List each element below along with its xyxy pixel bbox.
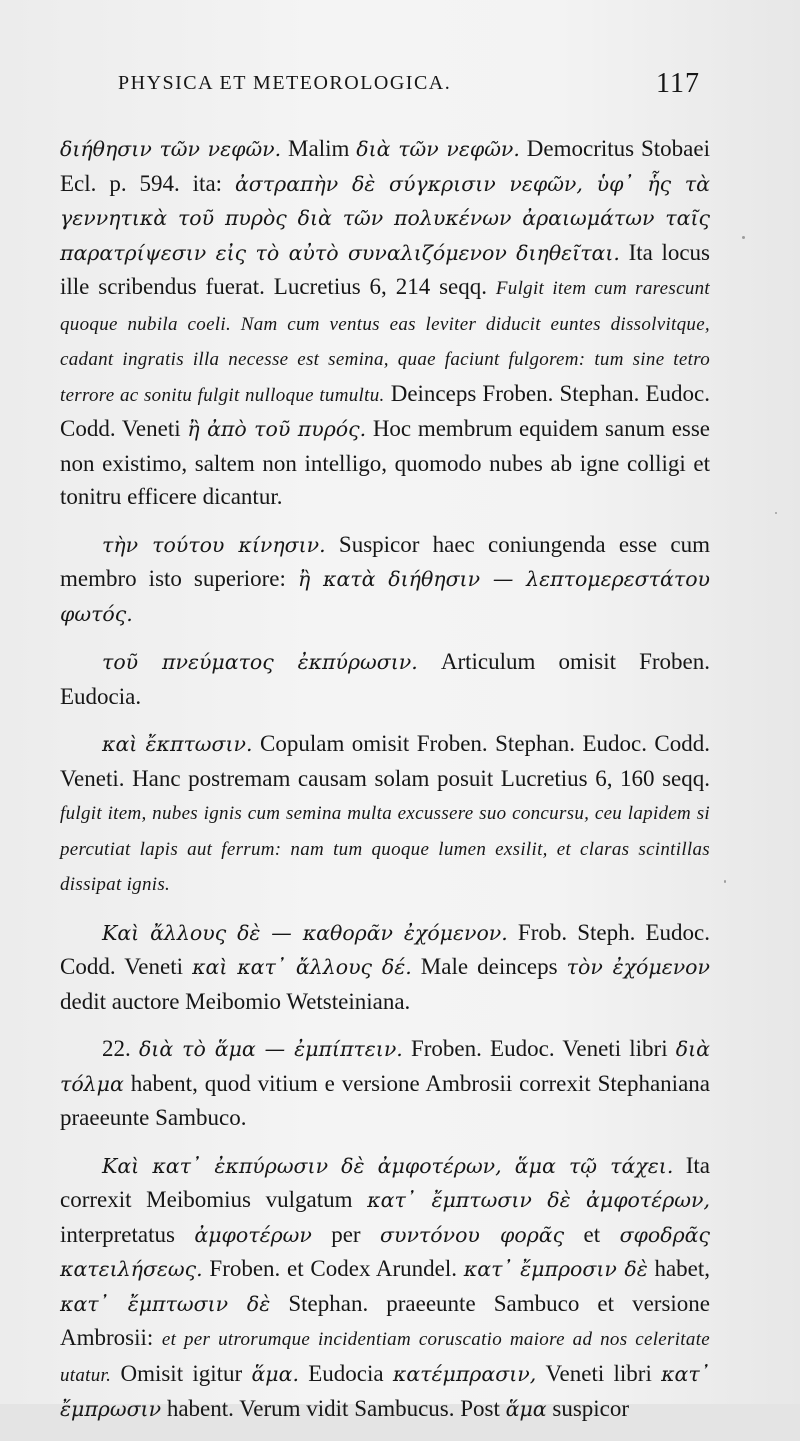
greek-text: κατέμπρασιν, [392, 1361, 537, 1386]
commentary-text: Copulam omisit Froben. Stephan. Eudoc. Codd. Veneti. Hanc postremam causam solam posuit Lucretius 6, 160 seqq. [60, 731, 711, 791]
commentary-text: habent, quod vitium e versione Ambrosii correxit Stephaniana praeeunte Sambuco. [60, 1070, 710, 1130]
greek-text: διὰ τῶν νεφῶν. [356, 137, 520, 161]
latin-quotation: Fulgit item cum rarescunt quoque nubila coeli. Nam cum ventus eas leviter diducit euntes dissolvitque, cadant ingratis illa necesse est semina, quae faciunt fulgorem: tum sine tetro terrore ac sonitu fulgit nulloque tumultu. [60, 278, 710, 406]
commentary-text: 22. [102, 1036, 139, 1061]
commentary-text: Malim [281, 136, 357, 161]
commentary-text: habet, [647, 1256, 711, 1281]
commentary-text: Democritus Stobaei Ecl. p. 594. ita: [60, 136, 710, 196]
greek-text: Καὶ ἄλλους δὲ — καθορᾶν ἐχόμενον. [102, 920, 508, 945]
paragraph [60, 916, 710, 1019]
commentary-text: per [311, 1221, 381, 1247]
greek-text: ἅμα. [251, 1361, 299, 1386]
greek-text: κατ᾿ ἔμπτωσιν δὲ ἀμφοτέρων, [367, 1188, 710, 1212]
paragraph [60, 528, 710, 632]
commentary-text: interpretatus [60, 1221, 195, 1247]
greek-text: Καὶ κατ᾿ ἐκπύρωσιν δὲ ἀμφοτέρων, ἅμα τῷ τάχει. [102, 1153, 674, 1178]
greek-text: ἢ ἀπὸ τοῦ πυρός. [187, 417, 367, 441]
greek-text: ἢ κατὰ διήθησιν — λεπτομερεστάτου φωτός. [60, 567, 710, 626]
paragraph [60, 1032, 710, 1135]
paragraph [60, 1149, 710, 1427]
commentary-text: Froben. Eudoc. Veneti libri [402, 1036, 676, 1061]
greek-text: διὰ τὸ ἅμα — ἐμπίπτειν. [138, 1037, 403, 1061]
commentary-text: Male deinceps [411, 954, 567, 979]
paragraph [60, 645, 710, 713]
greek-text: ἅμα [505, 1397, 547, 1421]
paragraph [60, 727, 710, 902]
commentary-text: dedit auctore Meibomio Wetsteiniana. [60, 988, 411, 1014]
greek-text: ἀμφοτέρων [194, 1222, 312, 1247]
commentary-text: Froben. et Codex Arundel. [202, 1256, 464, 1281]
greek-text: καὶ ἔκπτωσιν. [102, 732, 253, 756]
commentary-text: Omisit igitur [111, 1360, 252, 1386]
print-speck [775, 512, 777, 514]
commentary-text: Deinceps Froben. Stephan. Eudoc. Codd. Veneti [60, 380, 710, 441]
commentary-text: Hoc membrum equidem sanum esse non existimo, saltem non intelligo, quomodo nubes ab igne colligi et tonitru efficere dicantur. [60, 416, 711, 509]
commentary-text: Frob. Steph. Eudoc. Codd. Veneti [60, 919, 710, 979]
greek-text: τὸν ἐχόμενον [566, 955, 710, 979]
greek-text: κατ᾿ ἔμπρωσιν [60, 1361, 710, 1421]
commentary-text: et [564, 1221, 620, 1247]
greek-text: κατ᾿ ἔμπτωσιν δὲ [60, 1291, 271, 1316]
body-text [60, 132, 710, 1441]
latin-quotation: fulgit item, nubes ignis cum semina multa excussere suo concursu, ceu lapidem si percutiat lapis aut ferrum: nam tum quoque lumen exsilit, et claras scintillas dissipat ignis. [60, 803, 710, 895]
greek-text: διὰ τόλμα [60, 1037, 711, 1096]
page-number: 117 [656, 68, 700, 99]
greek-text: κατ᾿ ἔμπροσιν δὲ [463, 1257, 648, 1281]
commentary-text: Suspicor haec coniungenda esse cum membro isto superiore: [60, 531, 710, 591]
commentary-text: suspicor [546, 1396, 630, 1421]
commentary-text: habent. Verum vidit Sambucus. Post [161, 1396, 506, 1421]
paragraph [60, 132, 710, 514]
running-title: PHYSICA ET METEOROLOGICA. [118, 72, 452, 94]
greek-text: σφοδρᾶς κατειλήσεως. [60, 1222, 710, 1281]
commentary-text: Ita locus ille scribendus fuerat. Lucretius 6, 214 seqq. [60, 239, 710, 299]
commentary-text: Eudocia [298, 1360, 393, 1386]
commentary-text: Articulum omisit Froben. Eudocia. [60, 649, 710, 709]
commentary-text: Veneti libri [536, 1360, 662, 1386]
greek-text: συντόνου φορᾶς [380, 1222, 565, 1247]
latin-quotation: et per utrorumque incidentiam coruscatio maiore ad nos celeritate utatur. [60, 1329, 711, 1386]
greek-text: ἀστραπὴν δὲ σύγκρισιν νεφῶν, ὑφ᾿ ἧς τὰ γεννητικὰ τοῦ πυρὸς διὰ τῶν πολυκένων ἀραιωμάτων ταῖς παρατρίψεσιν εἰς τὸ αὐτὸ συναλιζόμενον διηθεῖται. [60, 171, 710, 265]
greek-text: διήθησιν τῶν νεφῶν. [60, 137, 282, 161]
print-speck [742, 236, 745, 239]
commentary-text: Stephan. praeeunte Sambuco et versione Ambrosii: [60, 1290, 710, 1350]
greek-text: τὴν τούτου κίνησιν. [102, 532, 326, 557]
greek-text: τοῦ πνεύματος ἐκπύρωσιν. [102, 650, 418, 674]
commentary-text: Ita correxit Meibomius vulgatum [60, 1152, 710, 1212]
print-speck [724, 880, 726, 883]
greek-text: καὶ κατ᾿ ἄλλους δέ. [192, 955, 412, 979]
